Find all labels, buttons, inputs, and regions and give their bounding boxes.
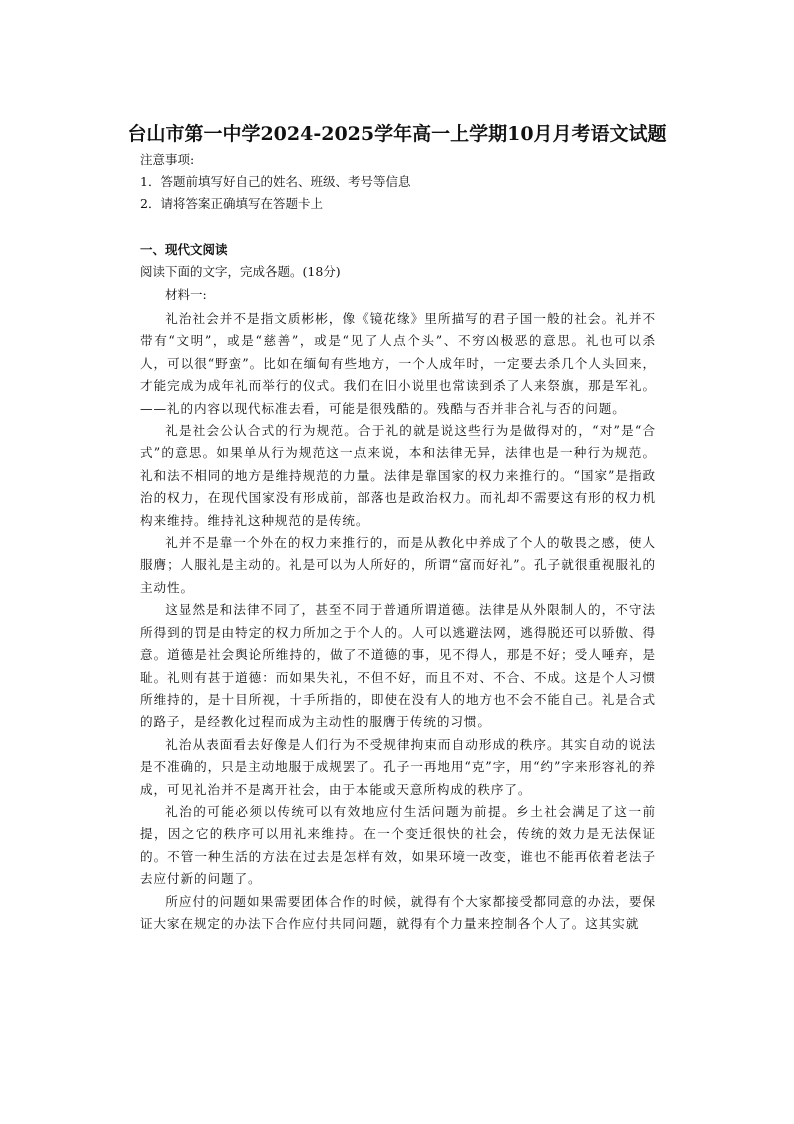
passage-paragraph: 所应付的问题如果需要团体合作的时候，就得有个大家都接受都同意的办法，要保证大家在规定的办法下合作应付共同问题，就得有个力量来控制各个人了。这其实就 <box>140 893 656 931</box>
exam-title: 台山市第一中学2024-2025学年高一上学期10月月考语文试题 <box>127 123 667 145</box>
section-instruction: 阅读下面的文字，完成各题。(18分) <box>140 264 341 279</box>
passage-paragraph: 这显然是和法律不同了，甚至不同于普通所谓道德。法律是从外限制人的，不守法所得到的罚是由特定的权力所加之于个人的。人可以逃避法网，逃得脱还可以骄傲、得意。道德是社会舆论所维持的，做了不道德的事，见不得人，那是不好；受人唾弃，是耻。礼则有甚于道德：而如果失礼，不但不好，而且不对、不合、不成。这是个人习惯所维持的，是十目所视，十手所指的，即使在没有人的地方也不会不能自己。礼是合式的路子，是经教化过程而成为主动性的服膺于传统的习惯。 <box>140 602 656 730</box>
passage-paragraph: 礼是社会公认合式的行为规范。合于礼的就是说这些行为是做得对的，“对”是“合式”的意思。如果单从行为规范这一点来说，本和法律无异，法律也是一种行为规范。礼和法不相同的地方是维持规范的力量。法律是靠国家的权力来推行的。“国家”是指政治的权力，在现代国家没有形成前，部落也是政治权力。而礼却不需要这有形的权力机构来维持。维持礼这种规范的是传统。 <box>140 423 656 528</box>
passage-paragraph: 礼并不是靠一个外在的权力来推行的，而是从教化中养成了个人的敬畏之感，使人服膺；人服礼是主动的。礼是可以为人所好的，所谓“富而好礼”。孔子就很重视服礼的主动性。 <box>140 535 656 595</box>
reading-passage <box>140 308 656 935</box>
passage-paragraph: 礼治从表面看去好像是人们行为不受规律拘束而自动形成的秩序。其实自动的说法是不准确的，只是主动地服于成规罢了。孔子一再地用“克”字，用“约”字来形容礼的养成，可见礼治并不是离开社会，由于本能或天意所构成的秩序了。 <box>140 736 656 797</box>
section-heading: 一、现代文阅读 <box>140 242 228 257</box>
notice-item-2: 2．请将答案正确填写在答题卡上 <box>140 196 323 211</box>
passage-paragraph: 礼治社会并不是指文质彬彬，像《镜花缘》里所描写的君子国一般的社会。礼并不带有“文明”，或是“慈善”，或是“见了人点个头”、不穷凶极恶的意思。礼也可以杀人，可以很“野蛮”。比如在缅甸有些地方，一个人成年时，一定要去杀几个人头回来，才能完成为成年礼而举行的仪式。我们在旧小说里也常读到杀了人来祭旗，那是军礼。——礼的内容以现代标准去看，可能是很残酷的。残酷与否并非合礼与否的问题。 <box>140 311 656 416</box>
notice-item-1: 1．答题前填写好自己的姓名、班级、考号等信息 <box>140 174 411 189</box>
material-label: 材料一: <box>165 287 207 302</box>
passage-paragraph: 礼治的可能必须以传统可以有效地应付生活问题为前提。乡土社会满足了这一前提，因之它的秩序可以用礼来维持。在一个变迁很快的社会，传统的效力是无法保证的。不管一种生活的方法在过去是怎样有效，如果环境一改变，谁也不能再依着老法子去应付新的问题了。 <box>140 803 656 887</box>
notice-heading: 注意事项: <box>140 152 195 167</box>
